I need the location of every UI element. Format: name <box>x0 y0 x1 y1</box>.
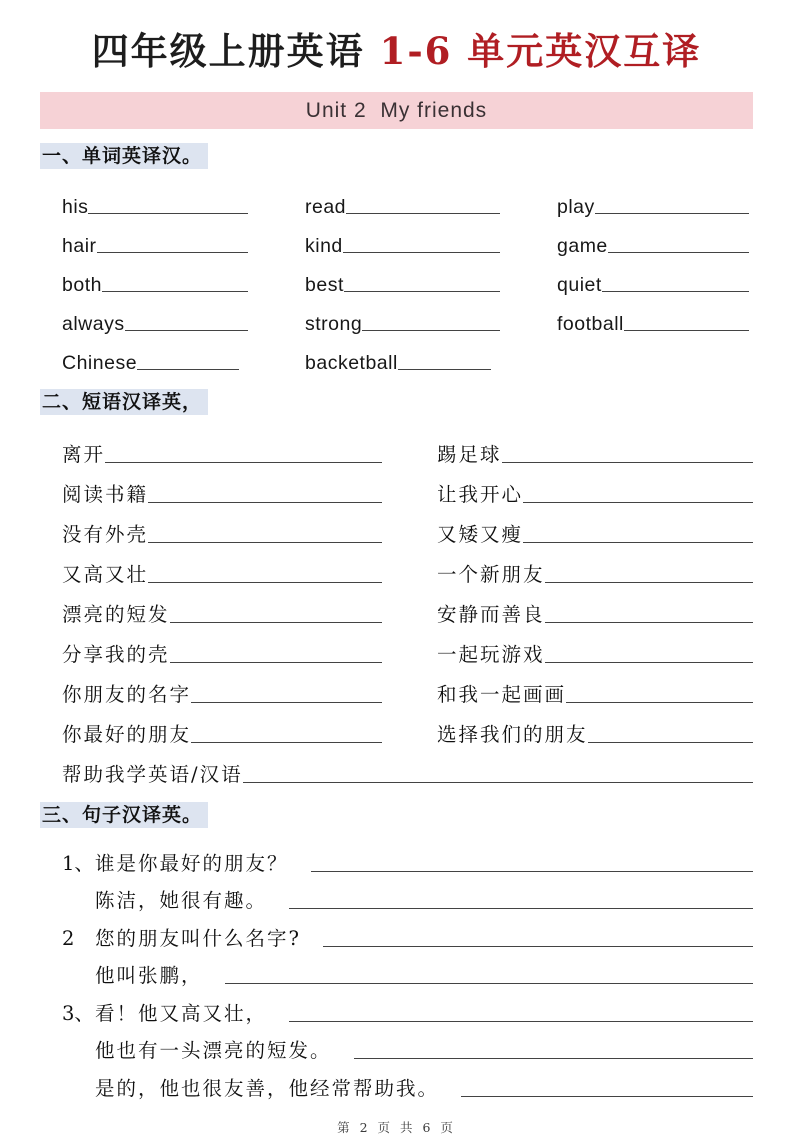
word-blank <box>305 219 557 258</box>
blank-line <box>170 622 382 623</box>
word-label: best <box>305 274 344 296</box>
word-blank <box>62 336 305 375</box>
section2-heading-label: 二、短语汉译英， <box>40 389 208 415</box>
phrase-blank <box>437 708 753 748</box>
word-blank <box>557 258 753 297</box>
phrase-label: 帮助我学英语/汉语 <box>62 763 243 786</box>
page-number-footer: 第 2 页 共 6 页 <box>337 1119 456 1135</box>
word-label: hair <box>62 235 97 257</box>
blank-line <box>191 702 382 703</box>
sentence-number: 2 <box>62 926 75 950</box>
phrase-blank <box>62 668 437 708</box>
sentence-number: 3、 <box>62 1001 94 1025</box>
phrase-blank <box>62 588 437 628</box>
blank-line <box>608 252 749 253</box>
word-label: quiet <box>557 274 602 296</box>
blank-line <box>88 213 248 214</box>
word-blank <box>62 219 305 258</box>
sentence-blank <box>62 1064 753 1102</box>
blank-line <box>191 742 382 743</box>
blank-line <box>523 542 753 543</box>
blank-line <box>346 213 500 214</box>
phrase-blank <box>437 548 753 588</box>
word-blank <box>557 219 753 258</box>
blank-line <box>148 582 382 583</box>
phrase-label: 没有外壳 <box>62 523 149 546</box>
word-blank <box>305 180 557 219</box>
word-blank <box>62 297 305 336</box>
blank-line <box>398 369 491 370</box>
word-label: game <box>557 235 608 257</box>
page-title-red: 1-6 单元英汉互译 <box>379 29 702 73</box>
phrase-label: 和我一起画画 <box>437 683 567 706</box>
word-blank <box>305 336 557 375</box>
sentence-label: 谁是你最好的朋友？ <box>95 851 289 875</box>
word-blank <box>305 258 557 297</box>
blank-line <box>354 1058 753 1059</box>
section2-heading <box>40 389 753 416</box>
word-label: always <box>62 313 125 335</box>
sentence-label: 他也有一头漂亮的短发。 <box>95 1039 332 1062</box>
unit-banner <box>40 92 753 129</box>
phrase-blank-full <box>62 748 753 788</box>
sentence-blank <box>62 839 753 877</box>
word-label: Chinese <box>62 352 138 374</box>
blank-line <box>461 1096 753 1097</box>
blank-line <box>362 330 500 331</box>
section3-heading <box>40 802 753 829</box>
blank-line <box>566 702 753 703</box>
blank-line <box>602 291 749 292</box>
blank-line <box>225 983 753 984</box>
phrase-blank <box>62 508 437 548</box>
phrase-blank <box>437 468 753 508</box>
blank-line <box>624 330 749 331</box>
phrase-label: 安静而善良 <box>437 603 545 626</box>
word-label: his <box>62 196 89 218</box>
phrase-label: 又矮又瘦 <box>437 523 524 546</box>
word-label: strong <box>305 313 363 335</box>
word-label: football <box>557 313 624 335</box>
page-title <box>0 0 793 76</box>
section1-word-grid <box>62 180 753 375</box>
blank-line <box>148 502 382 503</box>
phrase-blank <box>437 628 753 668</box>
blank-line <box>311 871 753 872</box>
sentence-label: 他叫张鹏， <box>95 964 203 987</box>
phrase-blank <box>437 428 753 468</box>
blank-line <box>137 369 239 370</box>
phrase-blank <box>62 628 437 668</box>
phrase-blank <box>62 708 437 748</box>
sentence-blank <box>62 877 753 915</box>
sentence-label: 陈洁，她很有趣。 <box>95 889 268 912</box>
sentence-label: 看！他又高又壮， <box>95 1001 268 1025</box>
sentence-number: 1、 <box>62 851 94 875</box>
sentence-label: 是的，他也很友善，他经常帮助我。 <box>95 1076 440 1100</box>
section2-phrase-grid <box>62 428 753 748</box>
phrase-label: 让我开心 <box>437 483 524 506</box>
blank-line <box>102 291 248 292</box>
phrase-blank <box>437 588 753 628</box>
blank-line <box>105 462 382 463</box>
blank-line <box>523 502 753 503</box>
unit-banner-label: Unit 2 My friends <box>305 98 488 122</box>
phrase-label: 漂亮的短发 <box>62 603 170 626</box>
sentence-blank <box>62 1027 753 1065</box>
word-label: backetball <box>305 352 398 374</box>
phrase-blank <box>62 468 437 508</box>
word-blank <box>557 180 753 219</box>
word-label: read <box>305 196 347 218</box>
section1-heading-label: 一、单词英译汉。 <box>40 143 208 169</box>
blank-line <box>289 1021 753 1022</box>
sentence-label: 您的朋友叫什么名字? <box>95 926 301 950</box>
phrase-blank <box>62 428 437 468</box>
sentence-blank <box>62 914 753 952</box>
blank-line <box>545 582 753 583</box>
word-label: kind <box>305 235 343 257</box>
phrase-blank <box>437 668 753 708</box>
page-title-black: 四年级上册英语 <box>91 29 380 73</box>
phrase-blank <box>62 548 437 588</box>
blank-line <box>344 291 500 292</box>
phrase-label: 你最好的朋友 <box>62 723 192 746</box>
phrase-label: 选择我们的朋友 <box>437 723 588 746</box>
phrase-label: 你朋友的名字 <box>62 683 192 706</box>
section1-heading <box>40 143 753 170</box>
word-blank <box>305 297 557 336</box>
phrase-label: 分享我的壳 <box>62 643 170 666</box>
word-label: play <box>557 196 595 218</box>
word-blank <box>62 180 305 219</box>
blank-line <box>595 213 749 214</box>
phrase-label: 阅读书籍 <box>62 483 149 506</box>
blank-line <box>289 908 753 909</box>
blank-line <box>502 462 753 463</box>
phrase-label: 又高又壮 <box>62 563 149 586</box>
blank-line <box>545 622 753 623</box>
blank-line <box>343 252 500 253</box>
phrase-label: 离开 <box>62 443 106 466</box>
phrase-blank <box>437 508 753 548</box>
blank-line <box>125 330 248 331</box>
blank-line <box>545 662 753 663</box>
phrase-label: 踢足球 <box>437 443 502 466</box>
blank-line <box>97 252 248 253</box>
word-blank <box>557 297 753 336</box>
section3-sentence-list <box>62 839 753 1102</box>
phrase-label: 一起玩游戏 <box>437 643 545 666</box>
sentence-blank <box>62 952 753 990</box>
sentence-blank <box>62 989 753 1027</box>
blank-line <box>148 542 382 543</box>
phrase-label: 一个新朋友 <box>437 563 545 586</box>
blank-line <box>588 742 753 743</box>
blank-line <box>323 946 753 947</box>
word-blank <box>62 258 305 297</box>
section3-heading-label: 三、句子汉译英。 <box>40 802 208 828</box>
blank-line <box>170 662 382 663</box>
word-label: both <box>62 274 102 296</box>
blank-line <box>243 782 753 783</box>
